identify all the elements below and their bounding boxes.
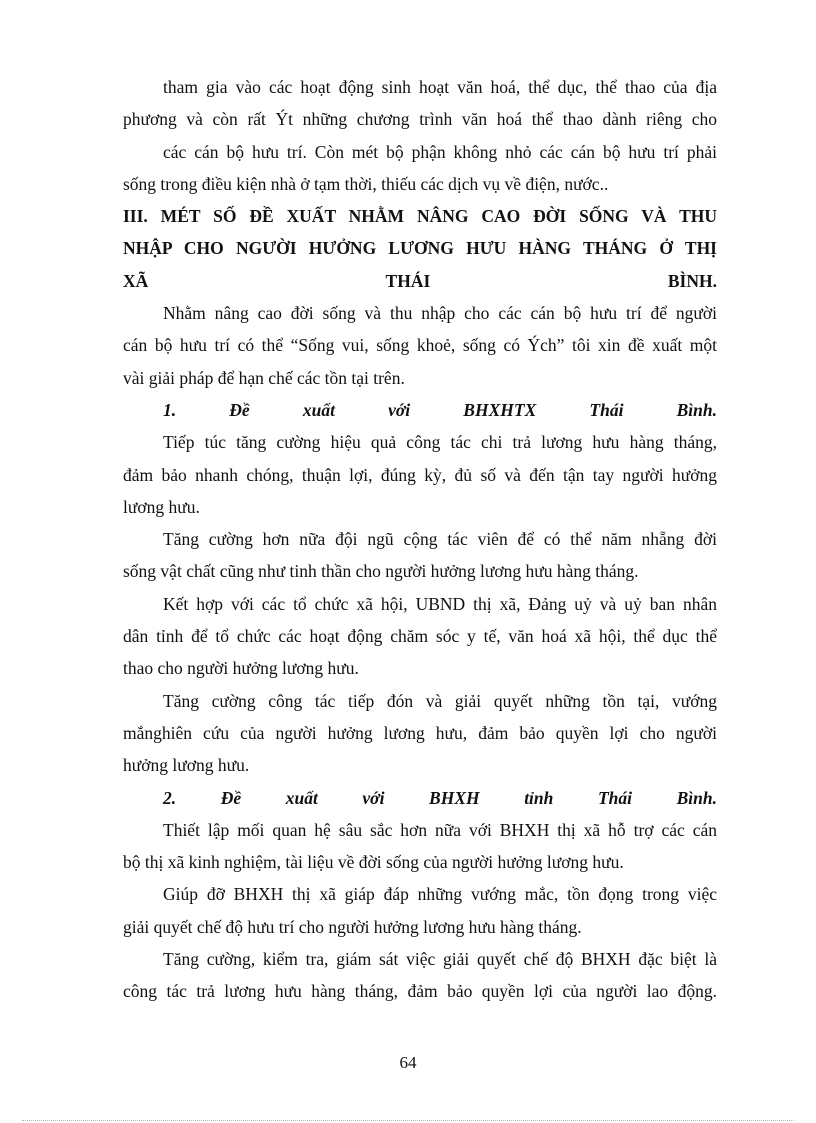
text-line: Nhằm nâng cao đời sống và thu nhập cho các cán bộ hưu trí để người [163,303,717,324]
text-line: Thiết lập mối quan hệ sâu sắc hơn nữa với BHXH thị xã hỗ trợ các cán [163,819,717,840]
text-line: giải quyết chế độ hưu trí cho người hưởng lương hưu hàng tháng. [123,916,582,937]
text-line: Giúp đỡ BHXH thị xã giáp đáp những vướng mắc, tồn đọng trong việc [163,884,717,905]
page-number: 64 [399,1053,417,1072]
text-line: Tiếp túc tăng cường hiệu quả công tác chi trả lương hưu hàng tháng, [163,432,717,453]
text-line: đảm bảo nhanh chóng, thuận lợi, đúng kỳ, đủ số và đến tận tay người hưởng [123,464,717,485]
text-line: vài giải pháp để hạn chế các tồn tại trên. [123,367,405,388]
text-line: lương hưu. [123,496,200,517]
text-line: sống vật chất cũng như tinh thần cho người hưởng lương hưu hàng tháng. [123,561,639,582]
text-line: NHẬP CHO NGƯỜI HƯỞNG LƯƠNG HƯU HÀNG THÁNG Ở THỊ [123,238,717,259]
text-line: mắnghiên cứu của người hưởng lương hưu, đảm bảo quyền lợi cho người [123,722,717,743]
document-body [123,71,717,1008]
text-line: 1. Đề xuất với BHXHTX Thái Bình. [163,399,717,420]
text-line: Tăng cường, kiểm tra, giám sát việc giải quyết chế độ BHXH đặc biệt là [163,949,717,970]
text-line: III. MÉT SỐ ĐỀ XUẤT NHẰM NÂNG CAO ĐỜI SỐNG VÀ THU [123,206,717,227]
text-line: tham gia vào các hoạt động sinh hoạt văn hoá, thể dục, thể thao của địa [163,77,717,97]
text-line: thao cho người hưởng lương hưu. [123,658,359,679]
page-border [22,1120,794,1121]
text-line: cán bộ hưu trí có thể “Sống vui, sống khoẻ, sống có Ých” tôi xin đề xuất một [123,335,717,356]
text-line: bộ thị xã kinh nghiệm, tài liệu về đời sống của người hưởng lương hưu. [123,852,624,873]
text-line: Tăng cường công tác tiếp đón và giải quyết những tồn tại, vướng [163,690,717,711]
text-line: Kết hợp với các tổ chức xã hội, UBND thị xã, Đảng uỷ và uỷ ban nhân [163,593,717,614]
text-line: sống trong điều kiện nhà ở tạm thời, thiếu các dịch vụ về điện, nước.. [123,173,609,194]
text-line: dân tỉnh để tổ chức các hoạt động chăm sóc y tế, văn hoá xã hội, thể dục thể [123,626,717,647]
text-line: phương và còn rất Ýt những chương trình văn hoá thể thao dành riêng cho [123,109,717,130]
text-line: Tăng cường hơn nữa đội ngũ cộng tác viên để có thể năm nhẵng đời [163,529,717,550]
text-line: hưởng lương hưu. [123,755,250,776]
text-line: 2. Đề xuất với BHXH tỉnh Thái Bình. [163,787,717,808]
text-line: công tác trả lương hưu hàng tháng, đảm bảo quyền lợi của người lao động. [123,981,717,1002]
text-line: XÃ THÁI BÌNH. [123,270,717,291]
text-line: các cán bộ hưu trí. Còn mét bộ phận không nhỏ các cán bộ hưu trí phải [163,141,717,162]
